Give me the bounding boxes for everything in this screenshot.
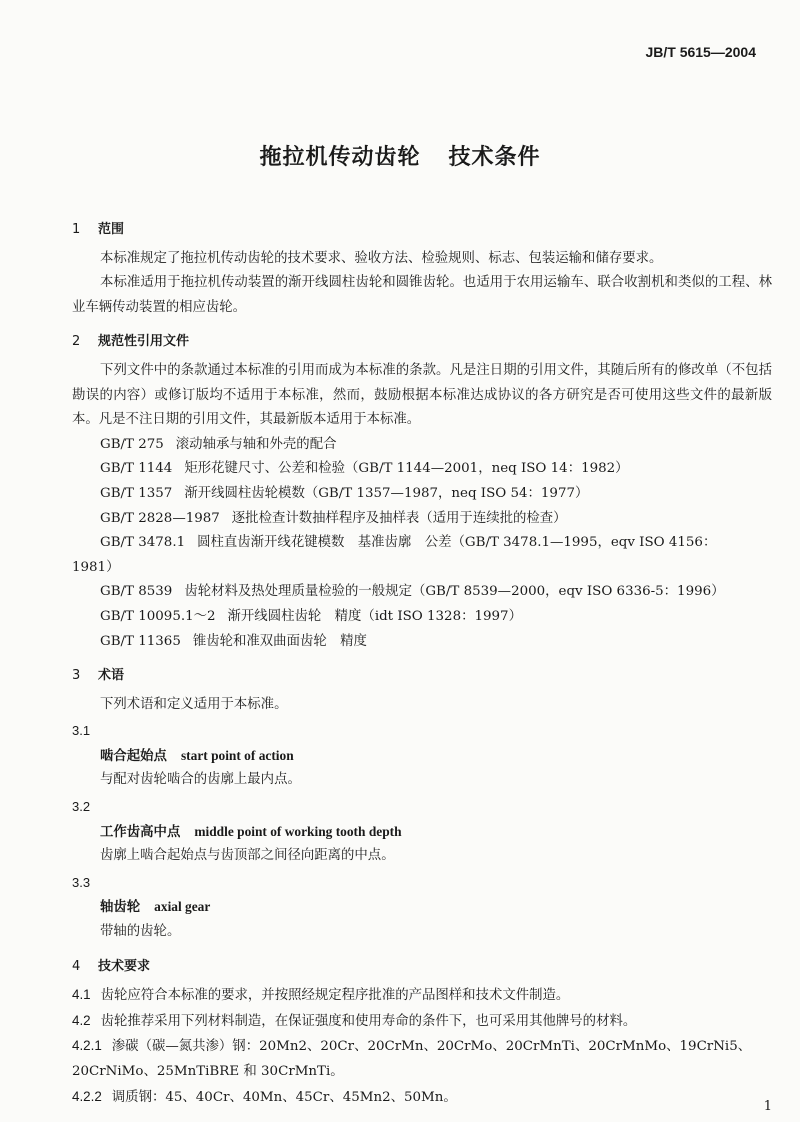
- term-title: 啮合起始点 start point of action: [100, 747, 294, 764]
- reference-item: GB/T 10095.1～2 渐开线圆柱齿轮 精度（idt ISO 1328：1997）: [100, 608, 522, 624]
- reference-item: GB/T 275 滚动轴承与轴和外壳的配合: [100, 436, 337, 452]
- reference-item: GB/T 3478.1 圆柱直齿渐开线花键模数 基准齿廓 公差（GB/T 3478.1—1995，eqv ISO 4156：: [100, 535, 717, 551]
- title-part-2: 技术条件: [448, 145, 541, 170]
- clause-4-2: 4.2 齿轮推荐采用下列材料制造，在保证强度和使用寿命的条件下，也可采用其他牌号的材料。: [72, 1012, 637, 1029]
- term-definition: 带轴的齿轮。: [100, 924, 181, 940]
- section-4-heading: 4 技术要求: [72, 958, 151, 974]
- term-number: 3.3: [72, 874, 91, 890]
- document-body: [72, 214, 772, 1110]
- clause-4-2-2: 4.2.2 调质钢：45、40Cr、40Mn、45Cr、45Mn2、50Mn。: [72, 1088, 457, 1105]
- reference-item: GB/T 1144 矩形花键尺寸、公差和检验（GB/T 1144—2001，neq ISO 14：1982）: [100, 461, 629, 477]
- page-number: 1: [763, 1099, 772, 1114]
- clause-4-2-1: 4.2.1 渗碳（碳—氮共渗）钢：20Mn2、20Cr、20CrMn、20CrMo、20CrMnTi、20CrMnMo、19CrNi5、: [72, 1038, 752, 1055]
- clause-4-2-1-continuation: 20CrNiMo、25MnTiBRE 和 30CrMnTi。: [72, 1064, 344, 1079]
- document-title: [0, 140, 800, 171]
- term-definition: 齿廓上啮合起始点与齿顶部之间径向距离的中点。: [100, 848, 395, 864]
- reference-item-continuation: 1981）: [72, 559, 120, 575]
- term-definition: 与配对齿轮啮合的齿廓上最内点。: [100, 772, 301, 788]
- reference-item: GB/T 11365 锥齿轮和准双曲面齿轮 精度: [100, 633, 367, 649]
- reference-item: GB/T 2828—1987 逐批检查计数抽样程序及抽样表（适用于连续批的检查）: [100, 510, 567, 526]
- section-3-heading: 3 术语: [72, 668, 125, 684]
- clause-4-1: 4.1 齿轮应符合本标准的要求，并按照经规定程序批准的产品图样和技术文件制造。: [72, 987, 570, 1004]
- term-title: 工作齿高中点 middle point of working tooth depth: [100, 823, 402, 840]
- section-2-heading: 2 规范性引用文件: [72, 334, 190, 350]
- section-1-heading: 1 范围: [72, 222, 125, 237]
- section-1-paragraph-1: 本标准规定了拖拉机传动齿轮的技术要求、验收方法、检验规则、标志、包装运输和储存要求。: [100, 250, 663, 266]
- section-2-paragraph: 下列文件中的条款通过本标准的引用而成为本标准的条款。凡是注日期的引用文件，其随后所有的修改单（不包括勘误的内容）或修订版均不适用于本标准，然而，鼓励根据本标准达成协议的各方研究是否可使用这些文件的最新版本。凡是不注日期的引用文件，其最新版本适用于本标准。: [72, 362, 772, 428]
- term-title: 轴齿轮 axial gear: [100, 899, 211, 916]
- section-3-intro: 下列术语和定义适用于本标准。: [100, 696, 288, 712]
- reference-item: GB/T 8539 齿轮材料及热处理质量检验的一般规定（GB/T 8539—2000，eqv ISO 6336-5：1996）: [100, 584, 725, 600]
- reference-item: GB/T 1357 渐开线圆柱齿轮模数（GB/T 1357—1987，neq ISO 54：1977）: [100, 485, 589, 501]
- term-number: 3.2: [72, 799, 91, 815]
- section-1-paragraph-2: 本标准适用于拖拉机传动装置的渐开线圆柱齿轮和圆锥齿轮。也适用于农用运输车、联合收割机和类似的工程、林业车辆传动装置的相应齿轮。: [72, 275, 772, 315]
- standard-code: JB/T 5615—2004: [645, 44, 756, 60]
- title-part-1: 拖拉机传动齿轮: [259, 145, 421, 170]
- term-number: 3.1: [72, 723, 91, 739]
